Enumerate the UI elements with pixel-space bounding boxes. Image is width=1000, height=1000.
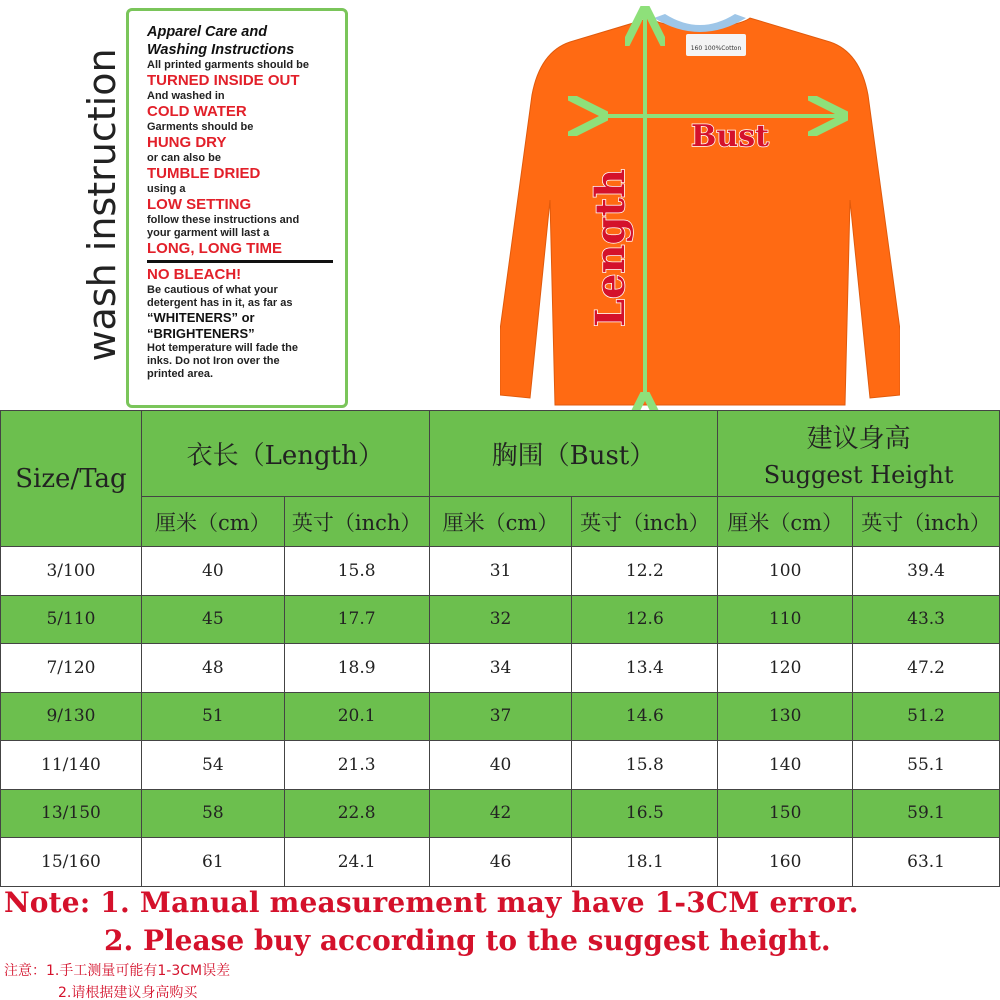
cell-length-inch: 20.1 xyxy=(284,692,429,741)
cell-height-inch: 43.3 xyxy=(853,595,1000,644)
cell-length-cm: 40 xyxy=(141,547,284,596)
cell-size: 7/120 xyxy=(1,644,142,693)
bust-label: Bust xyxy=(691,119,769,154)
care-line: printed area. xyxy=(147,368,214,380)
cell-bust-cm: 31 xyxy=(429,547,572,596)
care-title-2: Washing Instructions xyxy=(147,42,295,58)
care-divider xyxy=(147,260,333,263)
cell-height-cm: 140 xyxy=(718,741,853,790)
table-header-row xyxy=(1,411,1000,497)
cell-size: 3/100 xyxy=(1,547,142,596)
size-tag-header: Size/Tag xyxy=(1,411,142,547)
care-highlight: TUMBLE DRIED xyxy=(147,165,261,182)
cell-bust-inch: 18.1 xyxy=(572,838,718,887)
note-english-1: Note: 1. Manual measurement may have 1-3CM error. xyxy=(4,886,859,919)
height-header xyxy=(718,411,1000,497)
cell-size: 13/150 xyxy=(1,789,142,838)
length-label: Length xyxy=(587,168,634,328)
care-line: follow these instructions and xyxy=(147,214,300,226)
cell-length-cm: 45 xyxy=(141,595,284,644)
care-line: All printed garments should be xyxy=(147,59,309,71)
unit-inch: 英寸（inch） xyxy=(572,497,718,547)
cell-length-cm: 54 xyxy=(141,741,284,790)
care-line: inks. Do not Iron over the xyxy=(147,355,280,367)
care-line: using a xyxy=(147,183,186,195)
cell-bust-cm: 46 xyxy=(429,838,572,887)
cell-bust-cm: 34 xyxy=(429,644,572,693)
care-line: your garment will last a xyxy=(147,227,270,239)
care-line: And washed in xyxy=(147,90,225,102)
cell-height-inch: 39.4 xyxy=(853,547,1000,596)
note-english-2: 2. Please buy according to the suggest height. xyxy=(104,924,831,957)
care-highlight: LOW SETTING xyxy=(147,196,252,213)
table-row xyxy=(1,741,1000,790)
table-row xyxy=(1,547,1000,596)
cell-bust-inch: 12.6 xyxy=(572,595,718,644)
cell-length-cm: 58 xyxy=(141,789,284,838)
table-row xyxy=(1,838,1000,887)
cell-length-inch: 18.9 xyxy=(284,644,429,693)
cell-height-inch: 51.2 xyxy=(853,692,1000,741)
shirt-svg xyxy=(500,0,900,412)
table-unit-row xyxy=(1,497,1000,547)
cell-height-cm: 100 xyxy=(718,547,853,596)
note-chinese-1: 注意：1.手工测量可能有1-3CM误差 xyxy=(4,963,231,979)
unit-cm: 厘米（cm） xyxy=(141,497,284,547)
length-header: 衣长（Length） xyxy=(141,411,429,497)
care-line: Hot temperature will fade the xyxy=(147,342,298,354)
shirt-body-shape xyxy=(500,18,900,405)
care-highlight: TURNED INSIDE OUT xyxy=(147,72,300,89)
cell-length-inch: 21.3 xyxy=(284,741,429,790)
shirt-tag-text: 160 100%Cotton xyxy=(690,45,742,52)
cell-height-cm: 160 xyxy=(718,838,853,887)
care-line: or can also be xyxy=(147,152,221,164)
care-bold-line: “BRIGHTENERS” xyxy=(147,326,255,341)
care-line: detergent has in it, as far as xyxy=(147,297,293,309)
cell-bust-inch: 13.4 xyxy=(572,644,718,693)
unit-cm: 厘米（cm） xyxy=(718,497,853,547)
cell-size: 5/110 xyxy=(1,595,142,644)
cell-length-cm: 48 xyxy=(141,644,284,693)
cell-bust-cm: 37 xyxy=(429,692,572,741)
care-line: Be cautious of what your xyxy=(147,284,278,296)
unit-inch: 英寸（inch） xyxy=(853,497,1000,547)
cell-bust-cm: 32 xyxy=(429,595,572,644)
bust-header: 胸围（Bust） xyxy=(429,411,718,497)
cell-height-cm: 150 xyxy=(718,789,853,838)
table-row xyxy=(1,595,1000,644)
cell-height-inch: 47.2 xyxy=(853,644,1000,693)
cell-length-inch: 24.1 xyxy=(284,838,429,887)
care-highlight: COLD WATER xyxy=(147,103,247,120)
care-highlight: HUNG DRY xyxy=(147,134,227,151)
cell-length-inch: 22.8 xyxy=(284,789,429,838)
unit-inch: 英寸（inch） xyxy=(284,497,429,547)
wash-instruction-text: wash instruction xyxy=(80,48,124,362)
cell-size: 15/160 xyxy=(1,838,142,887)
height-header-en: Suggest Height xyxy=(763,461,954,489)
cell-bust-inch: 16.5 xyxy=(572,789,718,838)
cell-height-inch: 63.1 xyxy=(853,838,1000,887)
cell-length-cm: 51 xyxy=(141,692,284,741)
care-instruction-card xyxy=(126,8,348,408)
cell-height-cm: 130 xyxy=(718,692,853,741)
cell-length-cm: 61 xyxy=(141,838,284,887)
cell-size: 9/130 xyxy=(1,692,142,741)
cell-height-inch: 55.1 xyxy=(853,741,1000,790)
size-table xyxy=(0,410,1000,887)
cell-bust-cm: 42 xyxy=(429,789,572,838)
cell-height-cm: 120 xyxy=(718,644,853,693)
height-header-cn: 建议身高 xyxy=(806,424,911,454)
care-title-1: Apparel Care and xyxy=(147,24,268,40)
cell-bust-inch: 12.2 xyxy=(572,547,718,596)
care-highlight: NO BLEACH! xyxy=(147,266,242,283)
care-bold-line: “WHITENERS” or xyxy=(147,310,255,325)
cell-length-inch: 17.7 xyxy=(284,595,429,644)
unit-cm: 厘米（cm） xyxy=(429,497,572,547)
cell-bust-inch: 15.8 xyxy=(572,741,718,790)
cell-height-cm: 110 xyxy=(718,595,853,644)
cell-length-inch: 15.8 xyxy=(284,547,429,596)
care-line: Garments should be xyxy=(147,121,254,133)
table-row xyxy=(1,789,1000,838)
cell-height-inch: 59.1 xyxy=(853,789,1000,838)
table-row xyxy=(1,692,1000,741)
care-highlight: LONG, LONG TIME xyxy=(147,240,282,257)
note-chinese-2: 2.请根据建议身高购买 xyxy=(58,985,198,1000)
cell-bust-cm: 40 xyxy=(429,741,572,790)
cell-size: 11/140 xyxy=(1,741,142,790)
cell-bust-inch: 14.6 xyxy=(572,692,718,741)
table-row xyxy=(1,644,1000,693)
shirt-illustration xyxy=(500,0,900,412)
